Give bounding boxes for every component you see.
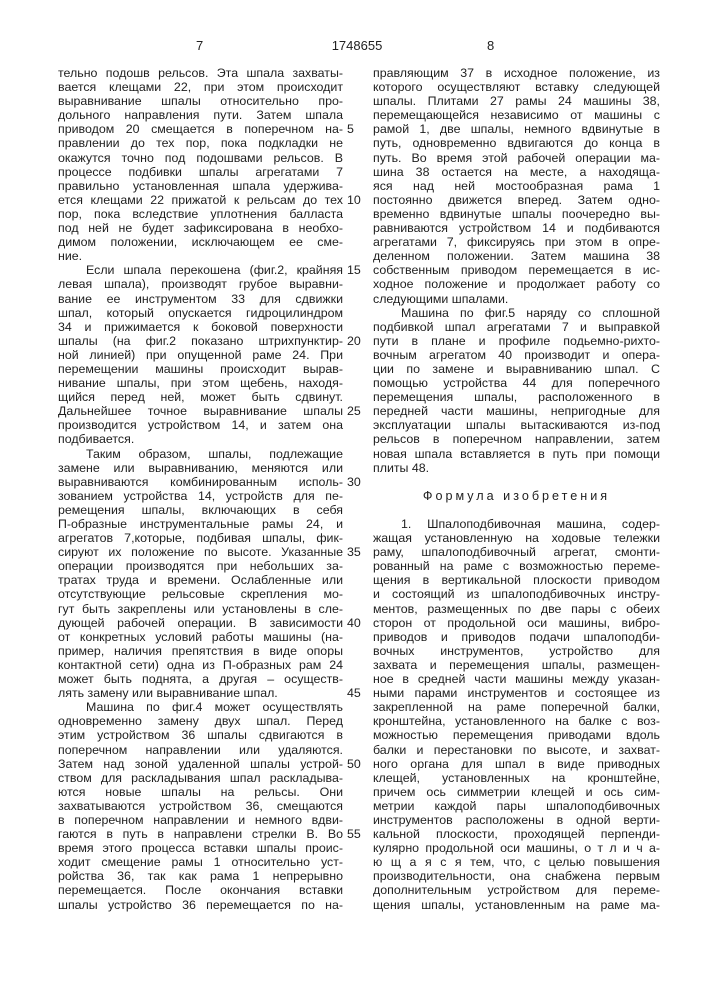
- line-text: время этого процесса вставки шпалы проис-: [58, 841, 343, 855]
- line-text: зованием устройства 14, устройств для пе-: [58, 489, 343, 503]
- text-line: [373, 658, 660, 672]
- line-text: ством для раскладывания шпал раскладыва-: [58, 771, 343, 785]
- text-line: [58, 447, 343, 461]
- text-line: [58, 475, 343, 489]
- text-line: [58, 799, 343, 813]
- line-text: кулярно продольной оси машины, о т л и ч а-: [373, 841, 660, 855]
- line-text: нивание шпалы, при этом щебень, находя-: [58, 376, 343, 390]
- text-line: [373, 827, 660, 841]
- line-text: которого осуществляют вставку следующей: [373, 80, 660, 94]
- line-text: рованный на раме с возможностью переме-: [373, 559, 660, 573]
- line-text: вание ее инструментом 33 для сдвижки: [58, 292, 343, 306]
- line-text: шпалы. Плитами 27 рамы 24 машины 38,: [373, 94, 660, 108]
- line-text: правлении до тех пор, пока подкладки не: [58, 136, 343, 150]
- line-text: ю щ а я с я тем, что, с целью повышения: [373, 855, 660, 869]
- text-line: [373, 334, 660, 348]
- line-number: 10: [347, 193, 363, 207]
- line-text: перемещается. После окончания вставки: [58, 883, 343, 897]
- line-text: приводов и приводов подачи шпалоподби-: [373, 630, 660, 644]
- text-line: [373, 221, 660, 235]
- text-line: [373, 517, 660, 531]
- text-line: [58, 827, 343, 841]
- text-line: [58, 320, 343, 334]
- text-line: [373, 503, 660, 517]
- right-text-column: [373, 66, 660, 912]
- text-line: [58, 587, 343, 601]
- text-line: [373, 390, 660, 404]
- line-text: отсутствующие рельсовые скрепления мо-: [58, 587, 343, 601]
- line-text: приводом 20 смещается в поперечном на-: [58, 122, 343, 136]
- line-text: пути в плане и профиле подьемно-рихто-: [373, 334, 660, 348]
- text-line: [58, 813, 343, 827]
- text-line: [58, 602, 343, 616]
- text-line: [373, 743, 660, 757]
- line-text: путь. Во время этой рабочей операции ма-: [373, 151, 660, 165]
- text-line: [58, 757, 343, 771]
- line-text: гут быть закреплены или установлены в сле-: [58, 602, 343, 616]
- line-text: Машина по фиг.4 может осуществлять: [86, 700, 343, 714]
- line-text: метрии каждой пары шпалоподбивочных: [373, 799, 660, 813]
- text-line: [58, 489, 343, 503]
- line-text: ходит смещение рамы 1 относительно уст-: [58, 855, 343, 869]
- line-text: Таким образом, шпалы, подлежащие: [86, 447, 343, 461]
- line-text: под ней не будет зафиксирована в необхо-: [58, 221, 343, 235]
- text-line: [373, 306, 660, 320]
- text-line: [58, 418, 343, 432]
- line-text: кальной плоскости, проходящей перпенди-: [373, 827, 660, 841]
- line-text: постоянно движется вперед. Затем одно-: [373, 193, 660, 207]
- text-line: [58, 461, 343, 475]
- line-number: 5: [347, 122, 363, 136]
- line-text: агрегатами 7, фиксируясь при этом в опре-: [373, 235, 660, 249]
- line-text: деленном положении. Затем машина 38: [373, 249, 660, 263]
- text-line: [58, 785, 343, 799]
- line-text: подбивкой шпал агрегатами 7 и выправкой: [373, 320, 660, 334]
- text-line: [373, 447, 660, 461]
- text-line: [58, 362, 343, 376]
- line-text: ходное положение и продолжает работу со: [373, 277, 660, 291]
- line-text: ройства 36, так как рама 1 непрерывно: [58, 869, 343, 883]
- text-line: [373, 545, 660, 559]
- line-text: Формула изобретения: [423, 489, 610, 503]
- line-text: равниваются устройством 14 и подбиваются: [373, 221, 660, 235]
- line-text: шпалы устройство 36 перемещается по на-: [58, 898, 343, 912]
- text-line: [58, 672, 343, 686]
- text-line: [373, 728, 660, 742]
- text-line: [373, 263, 660, 277]
- patent-number: 1748655: [327, 38, 387, 53]
- line-text: балки и перестановки по высоте, и захват-: [373, 743, 660, 757]
- text-line: [58, 743, 343, 757]
- text-line: [373, 418, 660, 432]
- text-line: [58, 376, 343, 390]
- text-line: [373, 108, 660, 122]
- text-line: [373, 165, 660, 179]
- line-text: Дальнейшее точное выравнивание шпалы: [58, 404, 343, 418]
- text-line: [373, 531, 660, 545]
- line-text: левая шпала), производят грубое выравни-: [58, 277, 343, 291]
- line-text: следующими шпалами.: [373, 292, 508, 306]
- text-line: [373, 94, 660, 108]
- line-text: тельно подошв рельсов. Эта шпала захваты-: [58, 66, 343, 80]
- text-line: [58, 869, 343, 883]
- text-line: [373, 432, 660, 446]
- line-text: подбивается.: [58, 432, 134, 446]
- text-line: [58, 221, 343, 235]
- text-line: [373, 714, 660, 728]
- text-line: [373, 644, 660, 658]
- text-line: [58, 855, 343, 869]
- text-line: [373, 573, 660, 587]
- text-line: [58, 573, 343, 587]
- line-text: перемещения шпалы, расположенного в: [373, 390, 660, 404]
- line-text: этим устройством 36 шпалы сдвигаются в: [58, 728, 343, 742]
- line-text: кронштейна, установленного на балке с воз-: [373, 714, 660, 728]
- text-line: [58, 235, 343, 249]
- text-line: [373, 362, 660, 376]
- text-line: [373, 799, 660, 813]
- text-line: [58, 122, 343, 136]
- line-text: операции производятся при небольших за-: [58, 559, 343, 573]
- line-text: ными парами инструментов и состоящее из: [373, 686, 660, 700]
- text-line: [373, 587, 660, 601]
- text-line: [373, 700, 660, 714]
- line-text: производительности, она снабжена первым: [373, 869, 660, 883]
- line-text: процессе подбивки шпалы агрегатами 7: [58, 165, 343, 179]
- text-line: [58, 306, 343, 320]
- line-text: 34 и прижимается к боковой поверхности: [58, 320, 343, 334]
- line-text: раму, шпалоподбивочный агрегат, смонти-: [373, 545, 660, 559]
- line-text: щения в вертикальной плоскости приводом: [373, 573, 660, 587]
- text-line: [373, 292, 660, 306]
- section-heading: [373, 489, 660, 503]
- page-number-left: 7: [196, 38, 203, 53]
- line-number: 40: [347, 616, 363, 630]
- text-line: [58, 80, 343, 94]
- text-line: [373, 235, 660, 249]
- text-line: [373, 559, 660, 573]
- text-line: [373, 66, 660, 80]
- line-text: новая шпала вставляется в путь при помощи: [373, 447, 660, 461]
- line-number: 45: [347, 686, 363, 700]
- text-line: [58, 644, 343, 658]
- line-text: димом положении, исключающем ее сме-: [58, 235, 343, 249]
- line-text: замене или выравниванию, меняются или: [58, 461, 343, 475]
- line-text: яся над ней мостообразная рама 1: [373, 179, 660, 193]
- text-line: [373, 151, 660, 165]
- text-line: [373, 771, 660, 785]
- line-text: выравнивание шпалы относительно про-: [58, 94, 343, 108]
- text-line: [58, 179, 343, 193]
- line-text: инструментов расположены в одной верти-: [373, 813, 660, 827]
- line-text: одновременно замену двух шпал. Перед: [58, 714, 343, 728]
- line-text: гаются в путь в направлени стрелки В. Во: [58, 827, 343, 841]
- text-line: [58, 700, 343, 714]
- page-number-right: 8: [487, 38, 494, 53]
- line-text: вается клещами 22, при этом происходит: [58, 80, 343, 94]
- text-line: [373, 602, 660, 616]
- line-number: 35: [347, 545, 363, 559]
- line-text: эксплуатации шпалы вытаскиваются из-под: [373, 418, 660, 432]
- line-text: перемещении машины происходит вырав-: [58, 362, 343, 376]
- line-number: 25: [347, 404, 363, 418]
- left-text-column: [58, 66, 343, 912]
- text-line: [373, 80, 660, 94]
- text-line: [58, 714, 343, 728]
- line-text: клещей, установленных на кронштейне,: [373, 771, 660, 785]
- text-line: [58, 841, 343, 855]
- text-line: [373, 785, 660, 799]
- text-line: [373, 898, 660, 912]
- text-line: [58, 545, 343, 559]
- line-text: 1. Шпалоподбивочная машина, содер-: [401, 517, 660, 531]
- line-text: тратах труда и времени. Ослабленные или: [58, 573, 343, 587]
- text-line: [58, 658, 343, 672]
- line-text: Машина по фиг.5 наряду со сплошной: [401, 306, 660, 320]
- text-line: [373, 630, 660, 644]
- text-line: [58, 94, 343, 108]
- line-text: перемещающейся независимо от машины с: [373, 108, 660, 122]
- line-text: захватываются устройством 36, смещаются: [58, 799, 343, 813]
- text-line: [373, 686, 660, 700]
- text-line: [58, 630, 343, 644]
- line-text: ментов, размещенных по две пары с обеих: [373, 602, 660, 616]
- text-line: [58, 66, 343, 80]
- text-line: [58, 165, 343, 179]
- line-text: сируют их положение по высоте. Указанные: [58, 545, 343, 559]
- line-text: правильно установленная шпала удержива-: [58, 179, 343, 193]
- line-text: П-образные инструментальные рамы 24, и: [58, 517, 343, 531]
- line-text: агрегатов 7,которые, подбивая шпалы, фик-: [58, 531, 343, 545]
- line-number: 15: [347, 263, 363, 277]
- line-text: рамой 1, две шпалы, немного вдвинутые в: [373, 122, 660, 136]
- text-line: [58, 292, 343, 306]
- line-number: 20: [347, 334, 363, 348]
- text-line: [373, 475, 660, 489]
- line-text: вочным агрегатом 40 производит и опера-: [373, 348, 660, 362]
- text-line: [58, 277, 343, 291]
- line-text: выравниваются комбинированным исполь-: [58, 475, 343, 489]
- line-text: плиты 48.: [373, 461, 429, 475]
- line-text: ются новые шпалы на рельсы. Они: [58, 785, 343, 799]
- line-text: шпалы (на фиг.2 показано штрихпунктир-: [58, 334, 343, 348]
- text-line: [373, 376, 660, 390]
- line-text: ного органа для шпал в виде приводных: [373, 757, 660, 771]
- text-line: [58, 263, 343, 277]
- text-line: [373, 841, 660, 855]
- line-text: производится устройством 14, и затем она: [58, 418, 343, 432]
- line-text: собственным приводом перемещается в ис-: [373, 263, 660, 277]
- line-text: помощью устройства 44 для поперечного: [373, 376, 660, 390]
- line-text: причем ось симметрии клещей и ось сим-: [373, 785, 660, 799]
- text-line: [373, 461, 660, 475]
- line-text: окажутся точно под подошвами рельсов. В: [58, 151, 343, 165]
- line-text: захвата и перемещения шпалы, размещен-: [373, 658, 660, 672]
- line-text: лять замену или выравнивание шпал.: [58, 686, 278, 700]
- text-line: [58, 348, 343, 362]
- line-number: 50: [347, 757, 363, 771]
- line-text: пример, наличия препятствия в виде опоры: [58, 644, 343, 658]
- line-text: шина 38 остается на месте, а находяща-: [373, 165, 660, 179]
- line-text: путь, одновременно вдвигаются до конца в: [373, 136, 660, 150]
- line-text: закрепленной на раме поперечной балки,: [373, 700, 660, 714]
- text-line: [373, 672, 660, 686]
- line-text: можностью перемещения приводами вдоль: [373, 728, 660, 742]
- line-number: 55: [347, 827, 363, 841]
- line-text: щения шпалы, установленным на раме ма-: [373, 898, 660, 912]
- text-line: [58, 517, 343, 531]
- text-line: [58, 771, 343, 785]
- line-text: дующей рабочей операции. В зависимости: [58, 616, 343, 630]
- text-line: [58, 616, 343, 630]
- line-text: жащая установленную на ходовые тележки: [373, 531, 660, 545]
- line-number: 30: [347, 475, 363, 489]
- text-line: [58, 193, 343, 207]
- line-text: временно вдвинутые шпалы поочередно вы-: [373, 207, 660, 221]
- text-line: [58, 136, 343, 150]
- text-line: [58, 432, 343, 446]
- line-text: вочных инструментов, устройство для: [373, 644, 660, 658]
- text-line: [58, 404, 343, 418]
- line-text: может быть поднята, а другая – осуществ-: [58, 672, 343, 686]
- text-line: [58, 207, 343, 221]
- text-line: [58, 503, 343, 517]
- text-line: [58, 898, 343, 912]
- text-line: [373, 277, 660, 291]
- text-line: [373, 179, 660, 193]
- text-line: [373, 883, 660, 897]
- text-line: [373, 193, 660, 207]
- line-text: от конкретных условий работы машины (на-: [58, 630, 343, 644]
- text-line: [58, 151, 343, 165]
- text-line: [58, 883, 343, 897]
- line-text: правляющим 37 в исходное положение, из: [373, 66, 660, 80]
- line-text: сторон от продольной оси машины, вибро-: [373, 616, 660, 630]
- line-text: дольного направления пути. Затем шпала: [58, 108, 343, 122]
- line-text: дополнительным устройством для переме-: [373, 883, 660, 897]
- text-line: [58, 559, 343, 573]
- text-line: [58, 108, 343, 122]
- line-text: ремещения шпалы, включающих в себя: [58, 503, 343, 517]
- line-text: щийся перед ней, может быть сдвинут.: [58, 390, 343, 404]
- text-line: [58, 531, 343, 545]
- text-line: [58, 390, 343, 404]
- text-line: [58, 249, 343, 263]
- text-line: [373, 813, 660, 827]
- text-line: [373, 616, 660, 630]
- text-line: [373, 207, 660, 221]
- line-text: передней части машины, непригодные для: [373, 404, 660, 418]
- text-line: [373, 404, 660, 418]
- line-text: рельсов в поперечном направлении, затем: [373, 432, 660, 446]
- line-text: в поперечном направлении и немного вдви-: [58, 813, 343, 827]
- text-line: [373, 122, 660, 136]
- text-line: [373, 320, 660, 334]
- text-line: [373, 757, 660, 771]
- line-text: ное в средней части машины между указан-: [373, 672, 660, 686]
- line-text: ние.: [58, 249, 82, 263]
- text-line: [373, 855, 660, 869]
- line-text: поперечном направлении или удаляются.: [58, 743, 343, 757]
- line-text: ной линией) при опущенной раме 24. При: [58, 348, 343, 362]
- line-text: пор, пока вследствие уплотнения балласта: [58, 207, 343, 221]
- text-line: [58, 686, 343, 700]
- line-text: и состоящий из шпалоподбивочных инстру-: [373, 587, 660, 601]
- line-text: ции по замене и выравниванию шпал. С: [373, 362, 660, 376]
- text-line: [58, 334, 343, 348]
- line-text: ется клещами 22 прижатой к рельсам до тех: [58, 193, 343, 207]
- text-line: [373, 348, 660, 362]
- text-line: [373, 869, 660, 883]
- text-line: [373, 249, 660, 263]
- line-text: Если шпала перекошена (фиг.2, крайняя: [86, 263, 343, 277]
- line-text: контактной сети) одна из П-образных рам 24: [58, 658, 343, 672]
- line-text: шпал, который опускается гидроцилиндром: [58, 306, 343, 320]
- text-line: [58, 728, 343, 742]
- line-text: Затем над зоной удаленной шпалы устрой-: [58, 757, 343, 771]
- text-line: [373, 136, 660, 150]
